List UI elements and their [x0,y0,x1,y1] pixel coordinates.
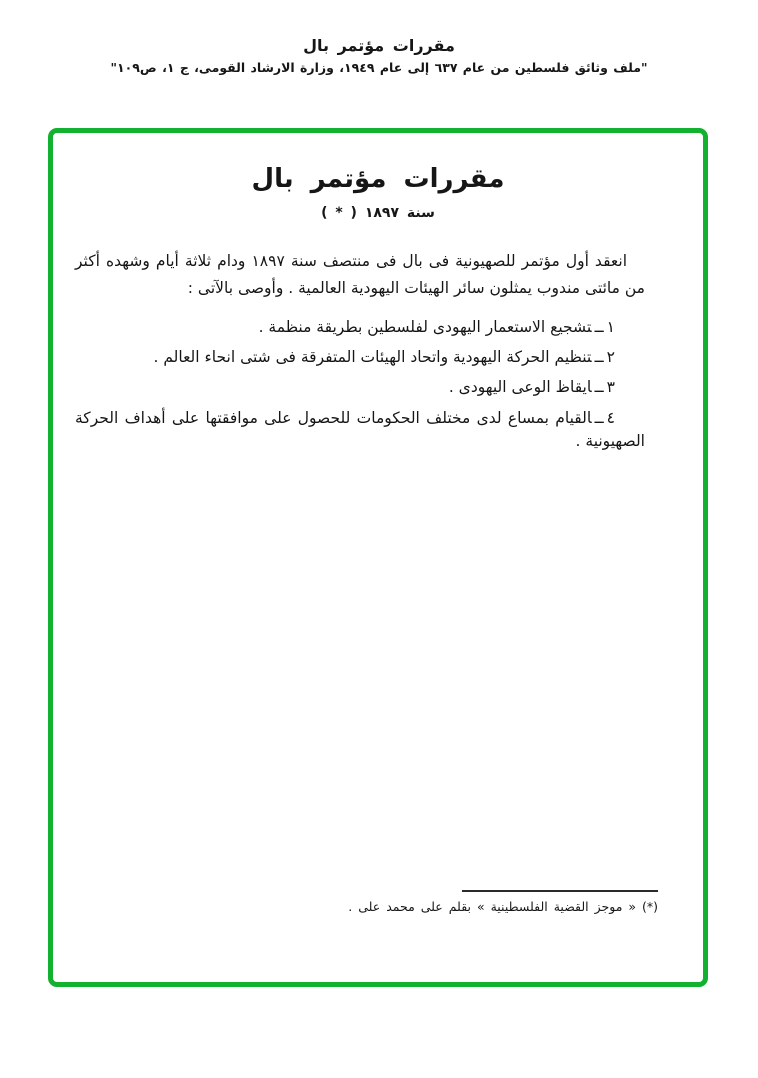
intro-paragraph: انعقد أول مؤتمر للصهيونية فى بال فى منتصف سنة ١٨٩٧ ودام ثلاثة أيام وشهده أكثر من مائتى مندوب يمثلون سائر الهيئات اليهودية العالمية . وأوصى بالآتى : [75,252,645,297]
document-title: مقررات مؤتمر بال [251,164,505,194]
list-item [75,346,645,369]
item-number: ١ [606,317,615,336]
item-dash: ــ [594,317,604,336]
page-header-source-citation: "ملف وثائق فلسطين من عام ٦٣٧ إلى عام ١٩٤٩، وزارة الارشاد القومى، ج ١، ص١٠٩" [110,60,648,75]
document-subtitle: سنة ١٨٩٧ ( * ) [321,205,435,221]
item-number: ٤ [606,408,615,427]
list-item [75,376,645,399]
footnote-text: (*) « موجز القضية الفلسطينية » بقلم على محمد على . [348,899,658,914]
item-number: ٢ [606,348,615,367]
item-text: تشجيع الاستعمار اليهودى لفلسطين بطريقة منظمة . [258,317,592,336]
item-number: ٣ [606,378,615,397]
resolutions-list [75,316,645,453]
document-body [75,248,645,453]
item-dash: ــ [594,378,604,397]
item-text: تنظيم الحركة اليهودية واتحاد الهيئات المتفرقة فى شتى انحاء العالم . [153,348,592,367]
footnote-divider [462,890,658,892]
page-header-title: مقررات مؤتمر بال [303,36,455,55]
item-text: ايقاظ الوعى اليهودى . [448,378,592,397]
footnote-area [348,890,658,914]
list-item [75,316,645,339]
item-dash: ــ [594,348,604,367]
document-frame [48,128,708,987]
list-item [75,407,645,454]
item-dash: ــ [594,408,604,427]
item-text: القيام بمساع لدى مختلف الحكومات للحصول على موافقتها على أهداف الحركة الصهيونية . [75,408,645,450]
page-header [0,36,758,75]
